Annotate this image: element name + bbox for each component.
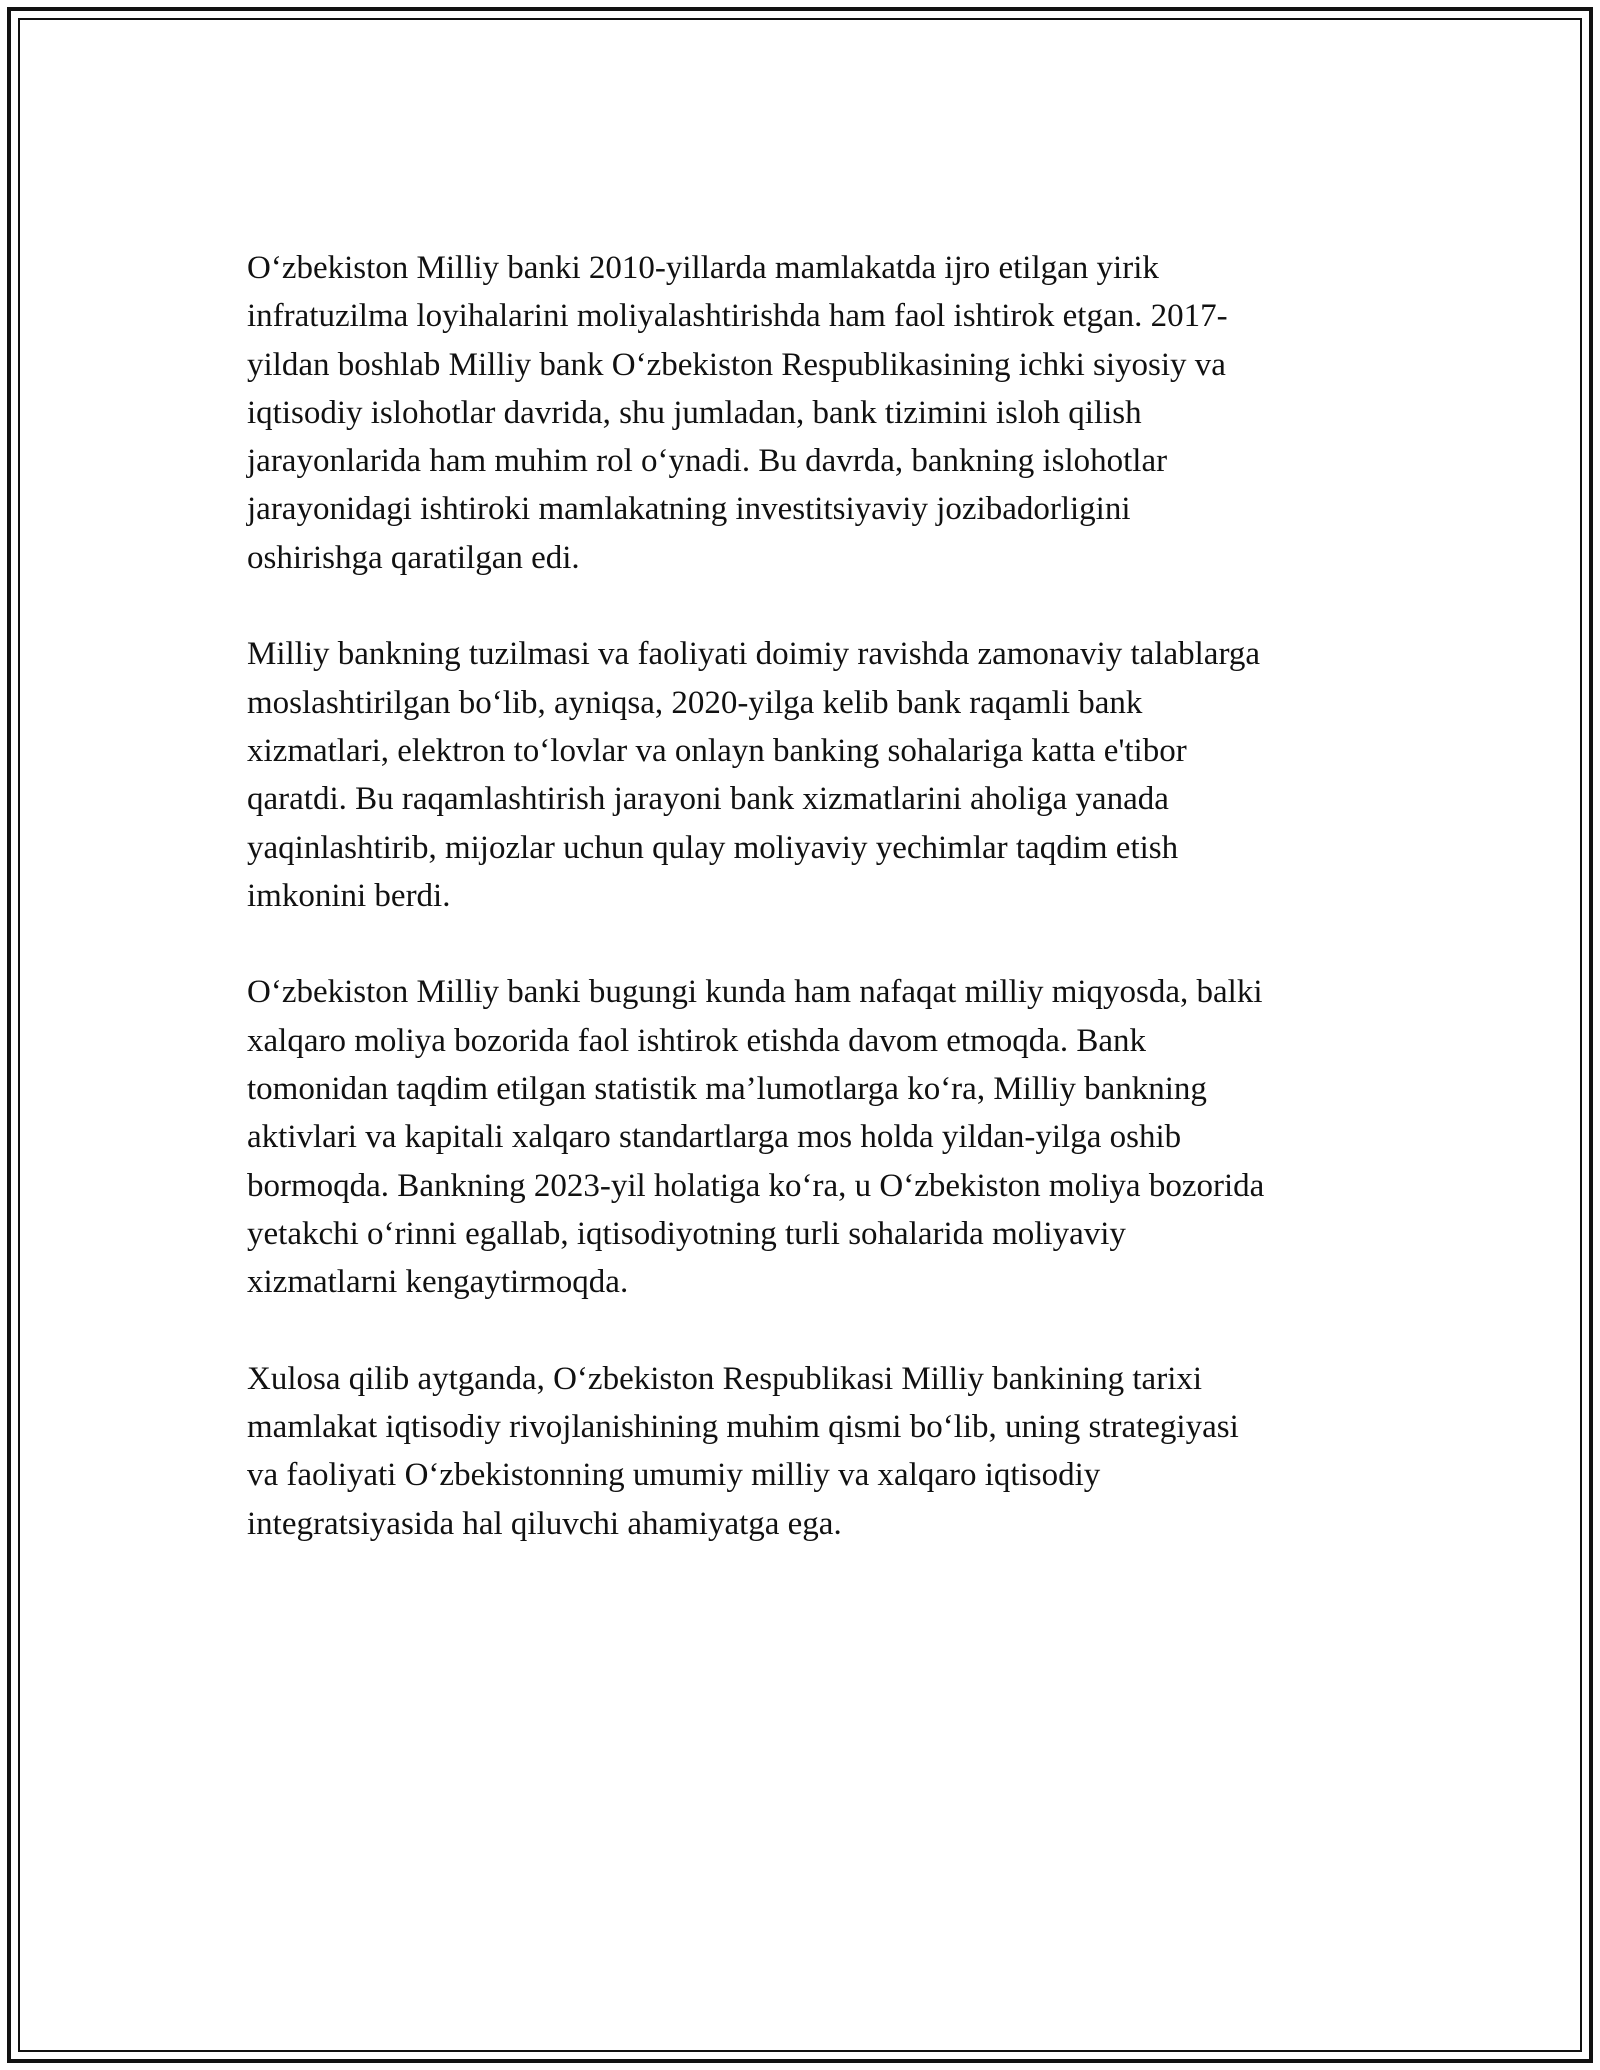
paragraph-4: Xulosa qilib aytganda, O‘zbekiston Respublikasi Milliy bankining tarixi mamlakat iqtisodiy rivojlanishining muhim qismi bo‘lib, uning strategiyasi va faoliyati O‘zbekistonning umumiy milliy va xalqaro iqtisodiy integratsiyasida hal qiluvchi ahamiyatga ega. xyxy=(247,1360,1239,1542)
paragraph-1: O‘zbekiston Milliy banki 2010-yillarda mamlakatda ijro etilgan yirik infratuzilma loyihalarini moliyalashtirishda ham faol ishtirok etgan. 2017- yildan boshlab Milliy bank O‘zbekiston Respublikasining ichki siyosiy va iqtisodiy islohotlar davrida, shu jumladan, bank tizimini isloh qilish jarayonlarida ham muhim rol o‘ynadi. Bu davrda, bankning islohotlar jarayonidagi ishtiroki mamlakatning investitsiyaviy jozibadorligini oshirishga qaratilgan edi. xyxy=(247,250,1228,576)
paragraph-2: Milliy bankning tuzilmasi va faoliyati doimiy ravishda zamonaviy talablarga moslashtirilgan bo‘lib, ayniqsa, 2020-yilga kelib bank raqamli bank xizmatlari, elektron to‘lovlar va onlayn banking sohalariga katta e'tibor qaratdi. Bu raqamlashtirish jarayoni bank xizmatlarini aholiga yanada yaqinlashtirib, mijozlar uchun qulay moliyaviy yechimlar taqdim etish imkonini berdi. xyxy=(247,636,1260,914)
page-frame xyxy=(7,7,1593,2063)
document-body xyxy=(247,244,1387,1596)
paragraph-3: O‘zbekiston Milliy banki bugungi kunda ham nafaqat milliy miqyosda, balki xalqaro moliya bozorida faol ishtirok etishda davom etmoqda. Bank tomonidan taqdim etilgan statistik ma’lumotlarga ko‘ra, Milliy bankning aktivlari va kapitali xalqaro standartlarga mos holda yildan-yilga oshib bormoqda. Bankning 2023-yil holatiga ko‘ra, u O‘zbekiston moliya bozorida yetakchi o‘rinni egallab, iqtisodiyotning turli sohalarida moliyaviy xizmatlarni kengaytirmoqda. xyxy=(247,974,1265,1301)
